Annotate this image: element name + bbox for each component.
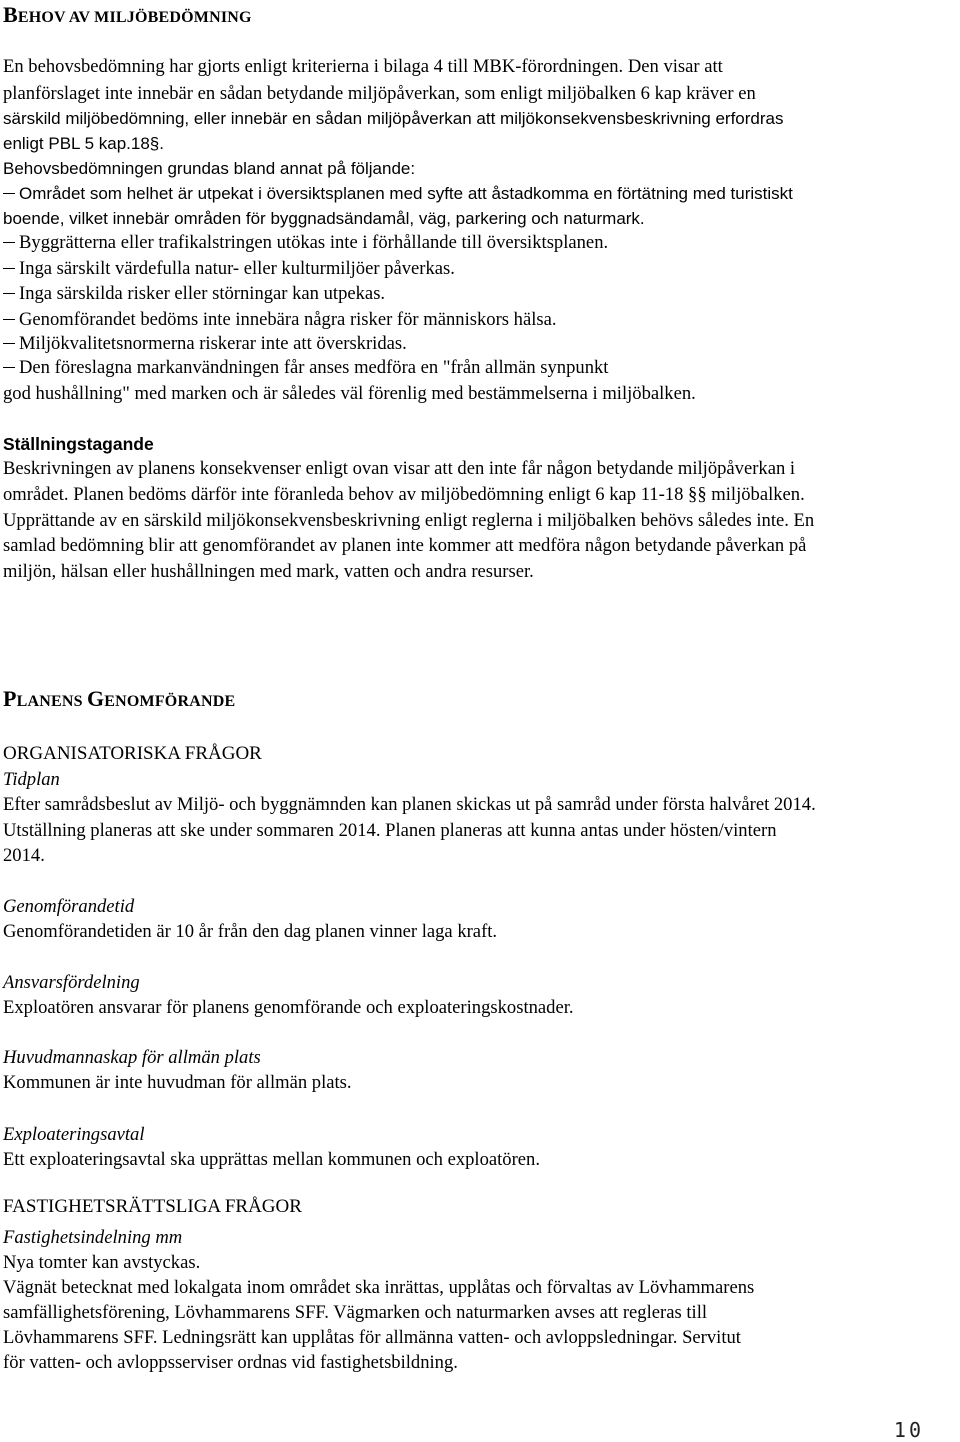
- list-item-continuation: boende, vilket innebär områden för byggnadsändamål, väg, parkering och naturmark.: [3, 209, 645, 228]
- tidplan-line-3: 2014.: [3, 845, 45, 866]
- dash-bullet: [3, 343, 15, 344]
- subheading-stallningstagande: Ställningstagande: [3, 434, 154, 454]
- stallning-line-1: Beskrivningen av planens konsekvenser enligt ovan visar att den inte får någon betydande miljöpåverkan i: [3, 458, 796, 479]
- heading-rest: ENOMFÖRANDE: [104, 693, 236, 710]
- heading-initial: G: [86, 686, 105, 711]
- dash-bullet: [3, 242, 15, 243]
- heading-initial: B: [3, 2, 18, 27]
- tidplan-line-2: Utställning planeras att ske under sommaren 2014. Planen planeras att kunna antas under hösten/vintern: [3, 820, 777, 841]
- stallning-line-5: miljön, hälsan eller hushållningen med mark, vatten och andra resurser.: [3, 561, 534, 582]
- stallning-line-2: området. Planen bedöms därför inte föranleda behov av miljöbedömning enligt 6 kap 11-18 §§ miljöbalken.: [3, 484, 805, 505]
- list-item: [3, 283, 385, 305]
- tidplan-line-1: Efter samrådsbeslut av Miljö- och byggnämnden kan planen skickas ut på samråd under första halvåret 2014.: [3, 794, 816, 815]
- subheading-fastighetsindelning: Fastighetsindelning mm: [3, 1227, 183, 1248]
- stallning-line-4: samlad bedömning blir att genomförandet av planen inte kommer att medföra någon betydande påverkan på: [3, 535, 807, 556]
- basis-intro: Behovsbedömningen grundas bland annat på följande:: [3, 159, 416, 178]
- list-item-text: Den föreslagna markanvändningen får anses medföra en "från allmän synpunkt: [19, 357, 609, 378]
- fastighetsindelning-line-1: Nya tomter kan avstyckas.: [3, 1252, 201, 1273]
- list-item-text: Miljökvalitetsnormerna riskerar inte att överskridas.: [19, 333, 407, 354]
- huvudmannaskap-text: Kommunen är inte huvudman för allmän plats.: [3, 1072, 352, 1093]
- subheading-genomforandetid: Genomförandetid: [3, 896, 135, 917]
- dash-bullet: [3, 293, 15, 294]
- dash-bullet: [3, 319, 15, 320]
- list-item: [3, 309, 557, 331]
- dash-bullet: [3, 367, 15, 368]
- list-item: [3, 333, 407, 355]
- fastighetsindelning-line-4: Lövhammarens SFF. Ledningsrätt kan upplåtas för allmänna vatten- och avloppsledningar. Servitut: [3, 1327, 741, 1348]
- fastighetsindelning-line-3: samfällighetsförening, Lövhammarens SFF. Vägmarken och naturmarken avses att regleras till: [3, 1302, 708, 1323]
- dash-bullet: [3, 268, 15, 269]
- list-item: [3, 258, 455, 280]
- stallning-line-3: Upprättande av en särskild miljökonsekvensbeskrivning enligt reglerna i miljöbalken behövs således inte. En: [3, 510, 815, 531]
- subheading-organisatoriska: ORGANISATORISKA FRÅGOR: [3, 743, 262, 764]
- list-item-text: Inga särskilt värdefulla natur- eller kulturmiljöer påverkas.: [19, 258, 455, 279]
- para-line-4: enligt PBL 5 kap.18§.: [3, 134, 164, 153]
- dash-bullet: [3, 193, 15, 194]
- fastighetsindelning-line-2: Vägnät betecknat med lokalgata inom området ska inrättas, upplåtas och förvaltas av Lövhammarens: [3, 1277, 755, 1298]
- heading-rest: EHOV AV MILJÖBEDÖMNING: [17, 9, 252, 26]
- heading-initial: P: [3, 686, 17, 711]
- fastighetsindelning-line-5: för vatten- och avloppsserviser ordnas vid fastighetsbildning.: [3, 1352, 458, 1373]
- section-heading-behov: [3, 4, 252, 29]
- list-item: [3, 232, 608, 254]
- para-line-1: En behovsbedömning har gjorts enligt kriterierna i bilaga 4 till MBK-förordningen. Den visar att: [3, 56, 723, 77]
- section-heading-genomforande: [3, 688, 235, 713]
- subheading-fastighetsrattsliga: FASTIGHETSRÄTTSLIGA FRÅGOR: [3, 1196, 302, 1217]
- genomforandetid-text: Genomförandetiden är 10 år från den dag planen vinner laga kraft.: [3, 921, 498, 942]
- list-item-text: Området som helhet är utpekat i översiktsplanen med syfte att åstadkomma en förtätning med turistiskt: [19, 184, 793, 203]
- list-item-continuation: god hushållning" med marken och är således väl förenlig med bestämmelserna i miljöbalken.: [3, 383, 696, 404]
- list-item-text: Byggrätterna eller trafikalstringen utökas inte i förhållande till översiktsplanen.: [19, 232, 609, 253]
- heading-rest: LANENS: [16, 693, 87, 710]
- page-number: 10: [893, 1418, 924, 1442]
- list-item-text: Inga särskilda risker eller störningar kan utpekas.: [19, 283, 386, 304]
- list-item: [3, 183, 793, 205]
- para-line-3: särskild miljöbedömning, eller innebär en sådan miljöpåverkan att miljökonsekvensbeskrivning erfordras: [3, 109, 784, 128]
- list-item: [3, 357, 608, 379]
- subheading-tidplan: Tidplan: [3, 769, 60, 790]
- ansvarsfordelning-text: Exploatören ansvarar för planens genomförande och exploateringskostnader.: [3, 997, 574, 1018]
- subheading-huvudmannaskap: Huvudmannaskap för allmän plats: [3, 1047, 261, 1068]
- exploateringsavtal-text: Ett exploateringsavtal ska upprättas mellan kommunen och exploatören.: [3, 1149, 540, 1170]
- subheading-exploateringsavtal: Exploateringsavtal: [3, 1124, 145, 1145]
- para-line-2: planförslaget inte innebär en sådan betydande miljöpåverkan, som enligt miljöbalken 6 kap kräver en: [3, 83, 756, 104]
- subheading-ansvarsfordelning: Ansvarsfördelning: [3, 972, 140, 993]
- list-item-text: Genomförandet bedöms inte innebära några risker för människors hälsa.: [19, 309, 557, 330]
